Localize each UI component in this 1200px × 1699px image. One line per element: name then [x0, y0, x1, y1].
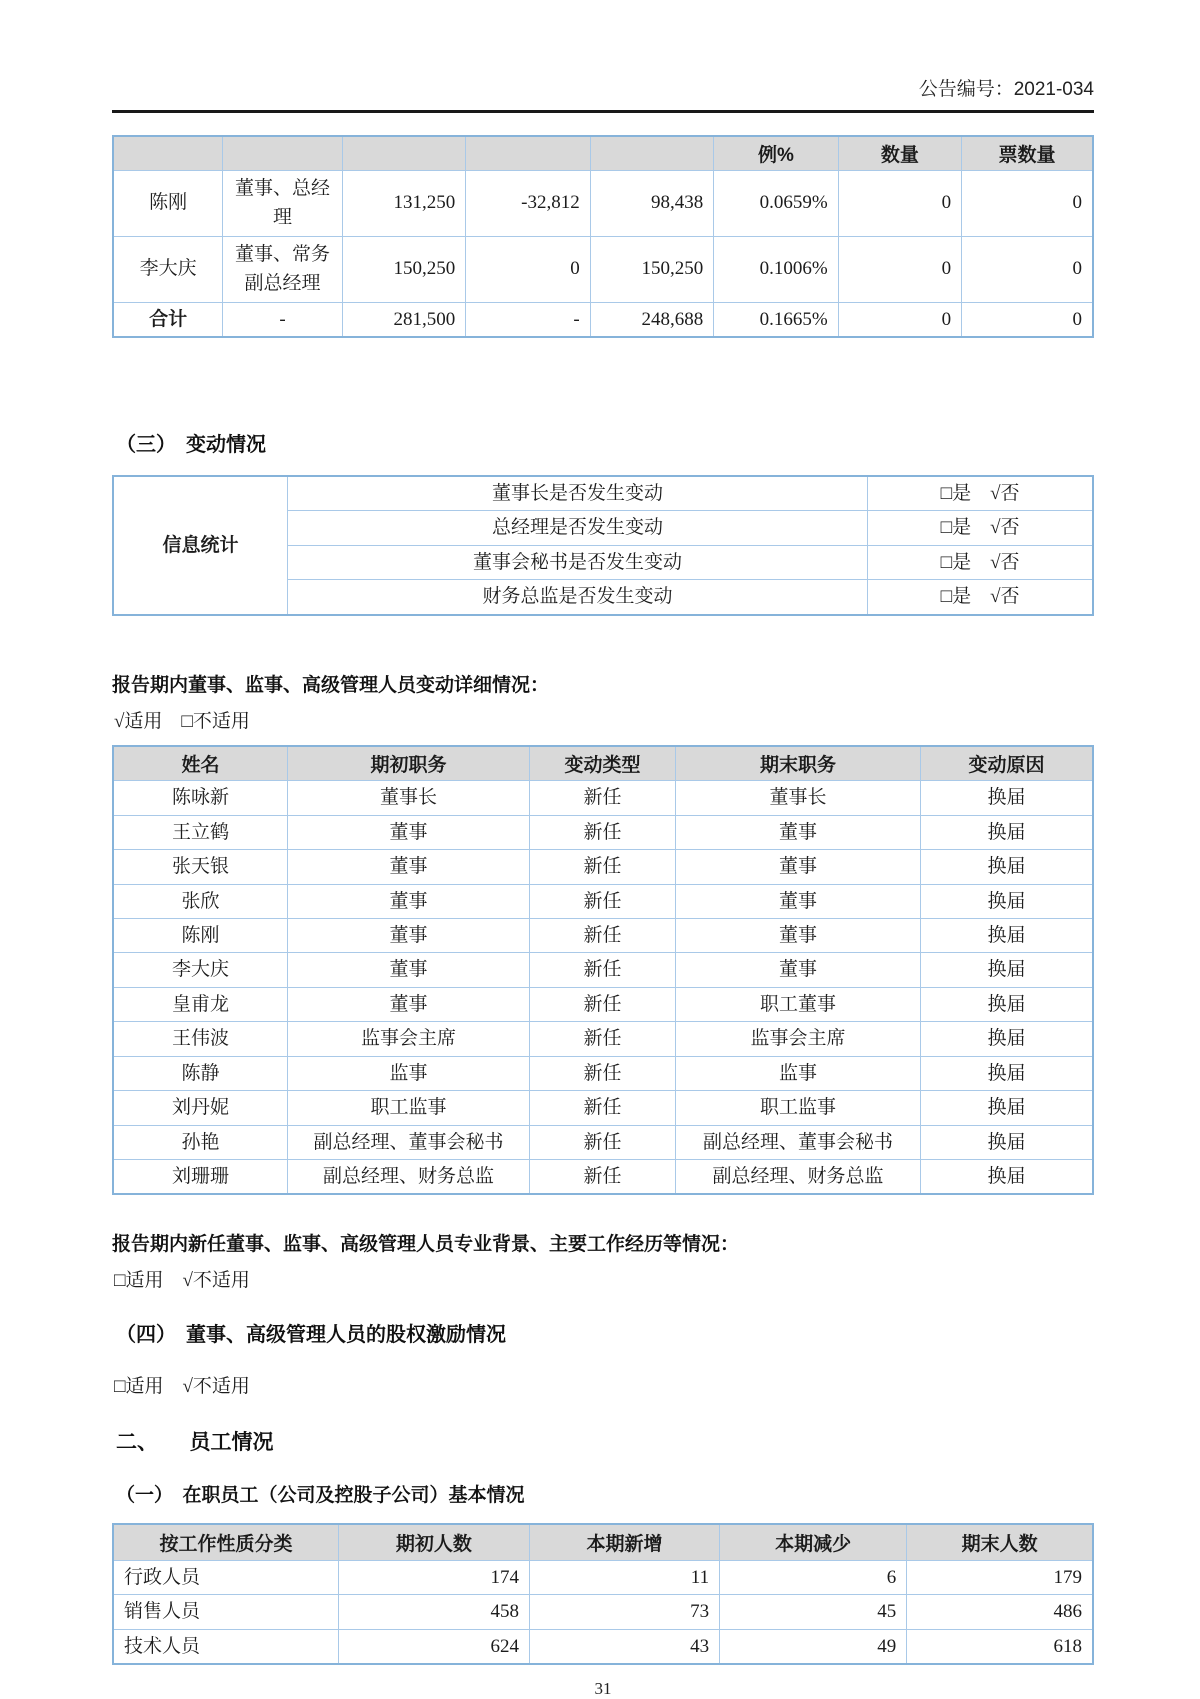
cell: 98,438 [590, 170, 713, 236]
cell: 新任 [529, 918, 675, 952]
cell: 王立鹤 [113, 815, 287, 849]
header-rule-divider [112, 110, 1094, 113]
column-header: 期初职务 [287, 746, 529, 781]
cell: 陈咏新 [113, 781, 287, 815]
cell: 陈静 [113, 1056, 287, 1090]
table-row [113, 236, 1093, 302]
cell: 技术人员 [113, 1629, 338, 1664]
cell: 174 [338, 1560, 529, 1594]
cell: 131,250 [342, 170, 465, 236]
cell: 行政人员 [113, 1560, 338, 1594]
cell: 董事 [676, 850, 921, 884]
cell: 董事 [287, 918, 529, 952]
column-header [223, 136, 343, 170]
table-row [113, 1595, 1093, 1629]
table-row [113, 987, 1093, 1021]
info-statistics-table [112, 475, 1094, 616]
table-row [113, 1125, 1093, 1159]
table-header-row [113, 1524, 1093, 1560]
cell: 皇甫龙 [113, 987, 287, 1021]
doc-header [112, 0, 1094, 101]
info-stats-label: 信息统计 [113, 476, 287, 615]
cell: -32,812 [466, 170, 590, 236]
column-header [342, 136, 465, 170]
cell: 职工监事 [287, 1091, 529, 1125]
change-detail-applicable: √适用 □不适用 [114, 710, 250, 732]
share-change-continuation-table [112, 135, 1094, 338]
cell: 新任 [529, 1160, 675, 1195]
question-cell: 董事会秘书是否发生变动 [287, 545, 867, 579]
cell: 职工监事 [676, 1091, 921, 1125]
cell: 监事会主席 [287, 1022, 529, 1056]
cell: 陈刚 [113, 170, 223, 236]
column-header: 票数量 [962, 136, 1093, 170]
cell: 张天银 [113, 850, 287, 884]
cell: 45 [720, 1595, 907, 1629]
cell: - [466, 302, 590, 337]
cell: 179 [907, 1560, 1093, 1594]
cell: 换届 [921, 850, 1094, 884]
cell: 副总经理、财务总监 [676, 1160, 921, 1195]
section-4-heading: （四） 董事、高级管理人员的股权激励情况 [116, 1324, 506, 1347]
cell: 董事 [676, 953, 921, 987]
cell: 董事 [676, 884, 921, 918]
info-row [113, 476, 1093, 511]
question-cell: 董事长是否发生变动 [287, 476, 867, 511]
cell: 换届 [921, 1125, 1094, 1159]
cell: 董事 [287, 850, 529, 884]
cell: 0.1665% [714, 302, 838, 337]
cell: 150,250 [590, 236, 713, 302]
cell: 董事 [676, 918, 921, 952]
cell: - [223, 302, 343, 337]
cell: 458 [338, 1595, 529, 1629]
cell: 副总经理、财务总监 [287, 1160, 529, 1195]
section-3-heading: （三） 变动情况 [116, 433, 266, 456]
column-header: 按工作性质分类 [113, 1524, 338, 1560]
section-2-heading: 二、 员工情况 [116, 1431, 274, 1455]
cell: 副总经理、董事会秘书 [287, 1125, 529, 1159]
cell: 李大庆 [113, 953, 287, 987]
cell: 孙艳 [113, 1125, 287, 1159]
table-row [113, 953, 1093, 987]
column-header: 数量 [838, 136, 961, 170]
cell: 换届 [921, 1091, 1094, 1125]
cell: 新任 [529, 850, 675, 884]
cell: 董事 [287, 987, 529, 1021]
question-cell: 总经理是否发生变动 [287, 511, 867, 545]
section-2-1-heading: （一） 在职员工（公司及控股子公司）基本情况 [116, 1485, 525, 1507]
cell: 销售人员 [113, 1595, 338, 1629]
table-header-row [113, 746, 1093, 781]
cell: 换届 [921, 1022, 1094, 1056]
cell: 王伟波 [113, 1022, 287, 1056]
cell: 0 [962, 302, 1093, 337]
cell: 换届 [921, 1160, 1094, 1195]
cell: 0 [838, 302, 961, 337]
table-row [113, 1022, 1093, 1056]
cell: 新任 [529, 1125, 675, 1159]
column-header: 期末职务 [676, 746, 921, 781]
column-header: 姓名 [113, 746, 287, 781]
cell: 换届 [921, 953, 1094, 987]
column-header: 本期新增 [529, 1524, 719, 1560]
cell: 陈刚 [113, 918, 287, 952]
page-number: 31 [594, 1679, 612, 1699]
cell: 监事 [287, 1056, 529, 1090]
cell: 张欣 [113, 884, 287, 918]
column-header: 变动类型 [529, 746, 675, 781]
cell: 248,688 [590, 302, 713, 337]
cell: 6 [720, 1560, 907, 1594]
column-header: 例% [714, 136, 838, 170]
column-header [466, 136, 590, 170]
column-header [113, 136, 223, 170]
table-row [113, 815, 1093, 849]
cell: 董事、常务副总经理 [223, 236, 343, 302]
cell: 281,500 [342, 302, 465, 337]
cell: 新任 [529, 815, 675, 849]
table-row [113, 1160, 1093, 1195]
column-header: 变动原因 [921, 746, 1094, 781]
cell: 董事长 [287, 781, 529, 815]
cell: 换届 [921, 1056, 1094, 1090]
cell: 副总经理、董事会秘书 [676, 1125, 921, 1159]
document-page [112, 0, 1094, 1699]
cell: 刘丹妮 [113, 1091, 287, 1125]
question-cell: 财务总监是否发生变动 [287, 580, 867, 615]
cell: 73 [529, 1595, 719, 1629]
cell: 新任 [529, 1022, 675, 1056]
cell: 监事会主席 [676, 1022, 921, 1056]
cell: 624 [338, 1629, 529, 1664]
answer-cell: □是 √否 [868, 545, 1093, 579]
cell: 董事长 [676, 781, 921, 815]
cell: 换届 [921, 987, 1094, 1021]
table-row [113, 170, 1093, 236]
answer-cell: □是 √否 [868, 511, 1093, 545]
cell: 董事 [287, 953, 529, 987]
cell: 刘珊珊 [113, 1160, 287, 1195]
cell: 新任 [529, 987, 675, 1021]
cell: 新任 [529, 884, 675, 918]
cell: 0 [838, 236, 961, 302]
cell: 换届 [921, 815, 1094, 849]
employee-count-table [112, 1523, 1094, 1665]
cell: 换届 [921, 781, 1094, 815]
doc-number: 公告编号：2021-034 [918, 79, 1094, 100]
cell: 49 [720, 1629, 907, 1664]
cell: 0 [466, 236, 590, 302]
cell: 0 [962, 236, 1093, 302]
cell: 合计 [113, 302, 223, 337]
cell: 0 [962, 170, 1093, 236]
cell: 换届 [921, 918, 1094, 952]
cell: 新任 [529, 953, 675, 987]
cell: 换届 [921, 884, 1094, 918]
change-detail-title: 报告期内董事、监事、高级管理人员变动详细情况： [112, 674, 550, 696]
cell: 李大庆 [113, 236, 223, 302]
answer-cell: □是 √否 [868, 580, 1093, 615]
cell: 新任 [529, 781, 675, 815]
cell: 董事 [676, 815, 921, 849]
equity-incentive-applicable: □适用 √不适用 [114, 1376, 250, 1398]
cell: 监事 [676, 1056, 921, 1090]
cell: 150,250 [342, 236, 465, 302]
cell: 董事、总经理 [223, 170, 343, 236]
table-header-row [113, 136, 1093, 170]
table-row [113, 1091, 1093, 1125]
table-row [113, 781, 1093, 815]
column-header: 期末人数 [907, 1524, 1093, 1560]
cell: 618 [907, 1629, 1093, 1664]
cell: 董事 [287, 884, 529, 918]
cell: 新任 [529, 1056, 675, 1090]
column-header: 本期减少 [720, 1524, 907, 1560]
table-row [113, 1056, 1093, 1090]
cell: 486 [907, 1595, 1093, 1629]
personnel-change-table [112, 745, 1094, 1196]
table-row [113, 302, 1093, 337]
table-row [113, 850, 1093, 884]
new-appointee-title: 报告期内新任董事、监事、高级管理人员专业背景、主要工作经历等情况： [112, 1234, 740, 1256]
column-header [590, 136, 713, 170]
table-row [113, 884, 1093, 918]
cell: 0.0659% [714, 170, 838, 236]
answer-cell: □是 √否 [868, 476, 1093, 511]
cell: 11 [529, 1560, 719, 1594]
cell: 0.1006% [714, 236, 838, 302]
cell: 新任 [529, 1091, 675, 1125]
column-header: 期初人数 [338, 1524, 529, 1560]
table-row [113, 1629, 1093, 1664]
cell: 职工董事 [676, 987, 921, 1021]
cell: 0 [838, 170, 961, 236]
table-row [113, 918, 1093, 952]
cell: 董事 [287, 815, 529, 849]
table-row [113, 1560, 1093, 1594]
cell: 43 [529, 1629, 719, 1664]
new-appointee-applicable: □适用 √不适用 [114, 1270, 250, 1292]
